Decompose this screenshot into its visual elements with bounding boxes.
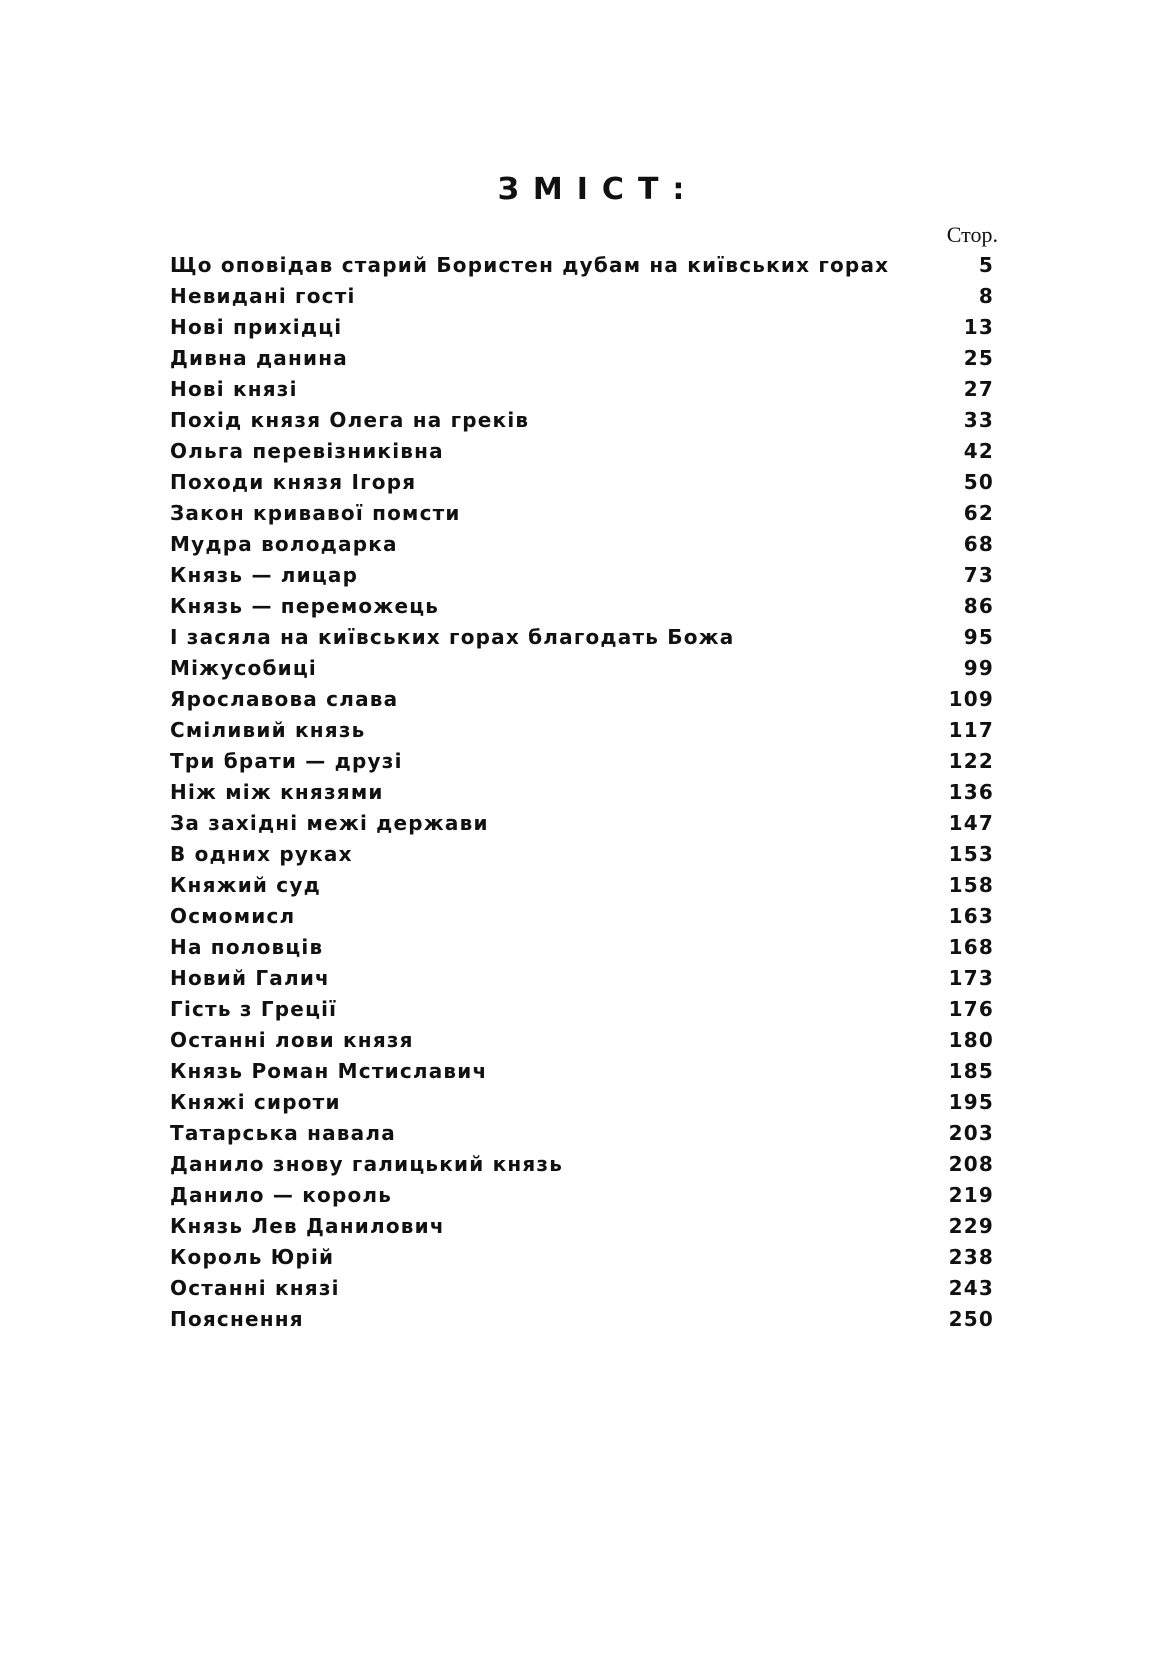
toc-entry-title: Що оповідав старий Бористен дубам на київських горах — [170, 253, 890, 277]
toc-entry-title: Гість з Греції — [170, 997, 338, 1021]
toc-entry-title: Сміливий князь — [170, 718, 366, 742]
toc-entry-title: Мудра володарка — [170, 532, 398, 556]
toc-entry-title: Ярославова слава — [170, 687, 399, 711]
toc-entry-title: Нові князі — [170, 377, 298, 401]
toc-entry-title: В одних руках — [170, 842, 353, 866]
toc-entry — [170, 684, 998, 715]
toc-entry — [170, 746, 998, 777]
toc-entry — [170, 653, 998, 684]
toc-entry-page-number: 168 — [948, 935, 994, 959]
toc-entry-page-number: 5 — [978, 253, 994, 277]
toc-entry-page-number: 173 — [948, 966, 994, 990]
toc-entry — [170, 622, 998, 653]
toc-entry — [170, 994, 998, 1025]
toc-entry — [170, 1242, 998, 1273]
toc-entry-page-number: 122 — [948, 749, 994, 773]
toc-entry-page-number: 117 — [948, 718, 994, 742]
toc-entry-page-number: 86 — [963, 594, 994, 618]
toc-entry-title: На половців — [170, 935, 324, 959]
toc-entry-title: Княжі сироти — [170, 1090, 341, 1114]
toc-entry-page-number: 99 — [963, 656, 994, 680]
toc-entry-page-number: 158 — [948, 873, 994, 897]
toc-entry-page-number: 25 — [963, 346, 994, 370]
toc-entry-title: Князь — лицар — [170, 563, 359, 587]
toc-entry — [170, 529, 998, 560]
toc-entry-title: Осмомисл — [170, 904, 296, 928]
toc-entry-title: Князь Лев Данилович — [170, 1214, 445, 1238]
toc-entry — [170, 312, 998, 343]
toc-entry — [170, 281, 998, 312]
toc-entry — [170, 777, 998, 808]
toc-entry — [170, 436, 998, 467]
toc-entry-title: Новий Галич — [170, 966, 330, 990]
toc-entry — [170, 405, 998, 436]
toc-entry — [170, 808, 998, 839]
toc-entry-page-number: 180 — [948, 1028, 994, 1052]
toc-entry — [170, 1273, 998, 1304]
toc-entry-title: Данило — король — [170, 1183, 393, 1207]
toc-entry-page-number: 8 — [978, 284, 994, 308]
page-column-label: Стор. — [946, 222, 998, 247]
table-of-contents — [170, 250, 998, 1335]
toc-entry-title: Данило знову галицький князь — [170, 1152, 564, 1176]
toc-entry-page-number: 195 — [948, 1090, 994, 1114]
toc-entry-page-number: 153 — [948, 842, 994, 866]
toc-entry-title: Походи князя Ігоря — [170, 470, 417, 494]
toc-entry — [170, 467, 998, 498]
toc-entry-title: Міжусобиці — [170, 656, 317, 680]
toc-entry-page-number: 208 — [948, 1152, 994, 1176]
toc-entry-page-number: 203 — [948, 1121, 994, 1145]
toc-entry — [170, 932, 998, 963]
toc-entry — [170, 1056, 998, 1087]
toc-entry-page-number: 62 — [963, 501, 994, 525]
toc-entry — [170, 901, 998, 932]
toc-entry-title: Князь Роман Мстиславич — [170, 1059, 488, 1083]
toc-entry — [170, 343, 998, 374]
toc-entry-page-number: 95 — [963, 625, 994, 649]
toc-entry-page-number: 238 — [948, 1245, 994, 1269]
toc-entry — [170, 870, 998, 901]
toc-entry — [170, 963, 998, 994]
toc-entry-title: Останні князі — [170, 1276, 340, 1300]
toc-entry-title: Останні лови князя — [170, 1028, 414, 1052]
toc-entry-title: За західні межі держави — [170, 811, 489, 835]
toc-entry-page-number: 163 — [948, 904, 994, 928]
toc-entry-page-number: 33 — [963, 408, 994, 432]
toc-entry-title: Король Юрій — [170, 1245, 335, 1269]
toc-entry-title: Дивна данина — [170, 346, 348, 370]
toc-entry-page-number: 68 — [963, 532, 994, 556]
toc-entry-page-number: 243 — [948, 1276, 994, 1300]
toc-entry-page-number: 13 — [963, 315, 994, 339]
toc-entry-title: Ніж між князями — [170, 780, 384, 804]
toc-entry-title: Княжий суд — [170, 873, 321, 897]
toc-entry — [170, 560, 998, 591]
toc-entry — [170, 1180, 998, 1211]
toc-entry — [170, 839, 998, 870]
toc-entry — [170, 1025, 998, 1056]
toc-entry-page-number: 219 — [948, 1183, 994, 1207]
toc-entry-page-number: 50 — [963, 470, 994, 494]
toc-entry-title: Ольга перевізниківна — [170, 439, 444, 463]
toc-entry — [170, 715, 998, 746]
toc-entry-page-number: 109 — [948, 687, 994, 711]
toc-entry-page-number: 229 — [948, 1214, 994, 1238]
toc-entry-page-number: 27 — [963, 377, 994, 401]
toc-entry-title: Закон кривавої помсти — [170, 501, 461, 525]
toc-entry-page-number: 42 — [963, 439, 994, 463]
toc-entry — [170, 498, 998, 529]
toc-entry — [170, 1211, 998, 1242]
toc-entry — [170, 591, 998, 622]
toc-entry-title: Князь — переможець — [170, 594, 440, 618]
toc-entry-title: Похід князя Олега на греків — [170, 408, 530, 432]
page-title: ЗМІСТ: — [497, 172, 699, 207]
toc-entry-page-number: 176 — [948, 997, 994, 1021]
toc-entry — [170, 1149, 998, 1180]
toc-entry — [170, 1118, 998, 1149]
toc-entry — [170, 1087, 998, 1118]
toc-entry-page-number: 185 — [948, 1059, 994, 1083]
toc-entry-page-number: 147 — [948, 811, 994, 835]
toc-entry-title: Пояснення — [170, 1307, 304, 1331]
toc-entry-page-number: 136 — [948, 780, 994, 804]
toc-entry-title: Три брати — друзі — [170, 749, 403, 773]
toc-entry — [170, 1304, 998, 1335]
toc-entry-title: Нові прихідці — [170, 315, 343, 339]
toc-entry — [170, 374, 998, 405]
toc-entry-page-number: 250 — [948, 1307, 994, 1331]
toc-entry — [170, 250, 998, 281]
toc-entry-title: І засяла на київських горах благодать Божа — [170, 625, 735, 649]
toc-entry-title: Татарська навала — [170, 1121, 396, 1145]
toc-entry-title: Невидані гості — [170, 284, 356, 308]
toc-entry-page-number: 73 — [963, 563, 994, 587]
